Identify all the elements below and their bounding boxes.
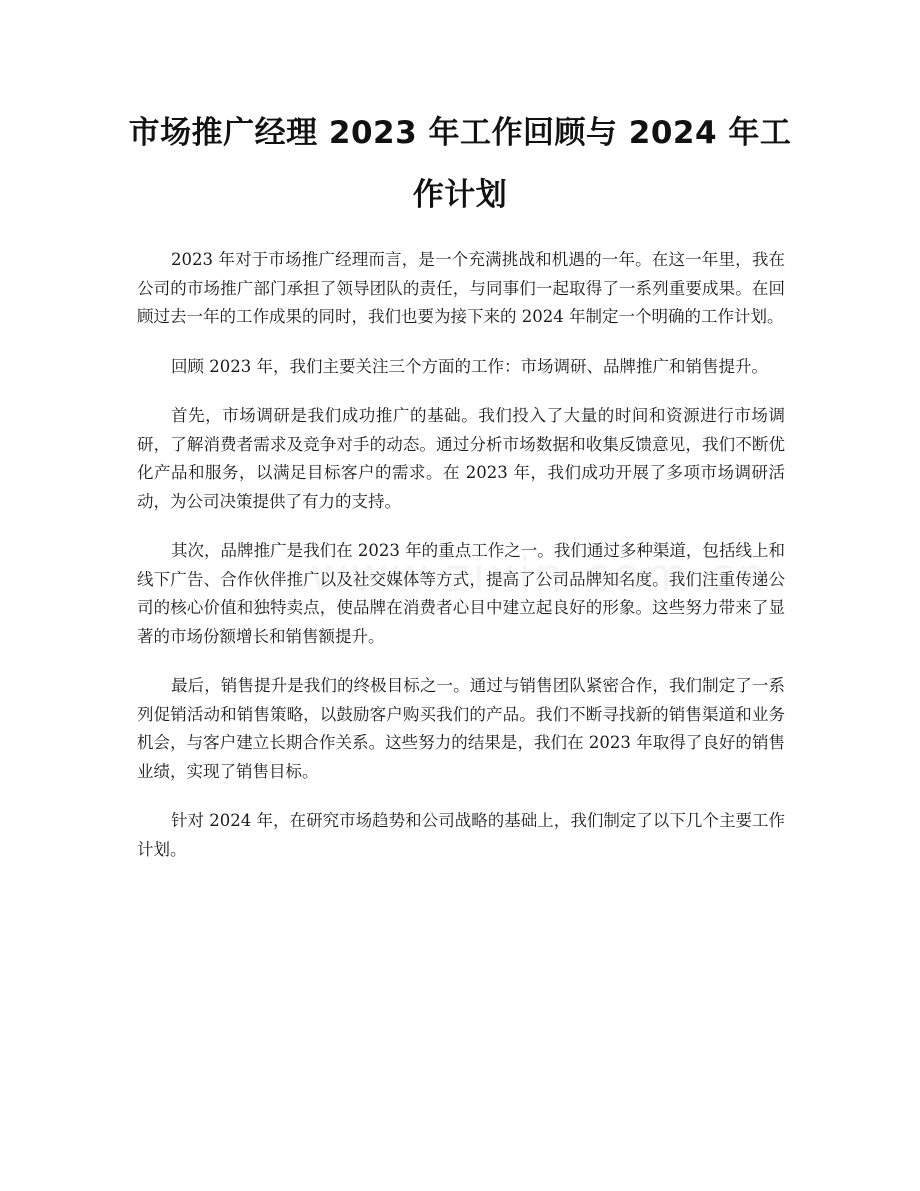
paragraph-5: 最后，销售提升是我们的终极目标之一。通过与销售团队紧密合作，我们制定了一系列促销活动和销售策略，以鼓励客户购买我们的产品。我们不断寻找新的销售渠道和业务机会，与客户建立长期合作关系。这些努力的结果是，我们在 2023 年取得了良好的销售业绩，实现了销售目标。 — [137, 676, 785, 781]
paragraph-3: 首先，市场调研是我们成功推广的基础。我们投入了大量的时间和资源进行市场调研，了解消费者需求及竞争对手的动态。通过分析市场数据和收集反馈意见，我们不断优化产品和服务，以满足目标客户的需求。在 2023 年，我们成功开展了多项市场调研活动，为公司决策提供了有力的支持。 — [137, 406, 785, 511]
paragraph-1: 2023 年对于市场推广经理而言，是一个充满挑战和机遇的一年。在这一年里，我在公司的市场推广部门承担了领导团队的责任，与同事们一起取得了一系列重要成果。在回顾过去一年的工作成果的同时，我们也要为接下来的 2024 年制定一个明确的工作计划。 — [137, 250, 785, 326]
paragraph-4: 其次，品牌推广是我们在 2023 年的重点工作之一。我们通过多种渠道，包括线上和线下广告、合作伙伴推广以及社交媒体等方式，提高了公司品牌知名度。我们注重传递公司的核心价值和独特卖点，使品牌在消费者心目中建立起良好的形象。这些努力带来了显著的市场份额增长和销售额提升。 — [137, 541, 785, 646]
document-body — [137, 246, 785, 885]
paragraph-6: 针对 2024 年，在研究市场趋势和公司战略的基础上，我们制定了以下几个主要工作计划。 — [137, 811, 785, 859]
document-title: 市场推广经理 2023 年工作回顾与 2024 年工作计划 — [128, 115, 792, 213]
paragraph-2: 回顾 2023 年，我们主要关注三个方面的工作：市场调研、品牌推广和销售提升。 — [171, 356, 768, 376]
